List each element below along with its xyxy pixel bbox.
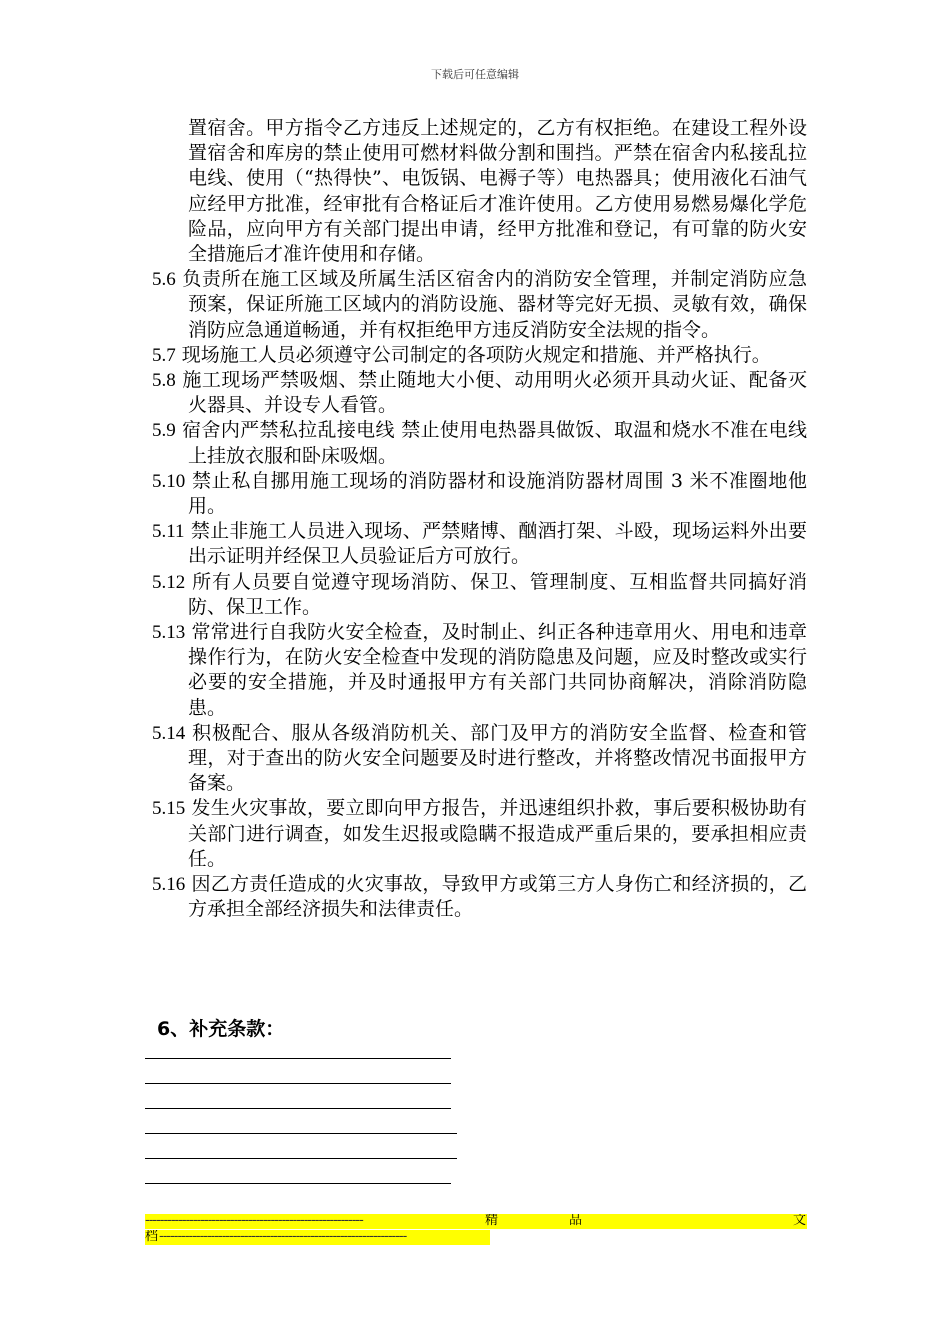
footer-word: 文 (793, 1214, 807, 1228)
footer-word: 精 (485, 1214, 499, 1228)
paragraph-5-7 (152, 343, 807, 368)
fill-in-line[interactable] (145, 1133, 457, 1134)
fill-in-line[interactable] (145, 1083, 451, 1084)
paragraph-5-11 (152, 519, 807, 569)
clause-number: 5.12 (152, 571, 186, 593)
paragraph-text: 禁止私自挪用施工现场的消防器材和设施消防器材周围 3 米不准圈地他用。 (188, 469, 807, 518)
paragraph-5-6 (152, 267, 807, 343)
footer-dashes: ------------------------------------------------------------------- (159, 1230, 407, 1244)
paragraph-text: 所有人员要自觉遵守现场消防、保卫、管理制度、互相监督共同搞好消防、保卫工作。 (188, 570, 807, 618)
clause-number: 5.11 (152, 521, 185, 543)
paragraph-5-5-continuation (152, 116, 807, 267)
clause-number: 5.13 (152, 622, 186, 644)
paragraph-text: 因乙方责任造成的火灾事故，导致甲方或第三方人身伤亡和经济损的，乙方承担全部经济损失和法律责任。 (188, 873, 807, 921)
paragraph-text: 积极配合、服从各级消防机关、部门及甲方的消防安全监督、检查和管理，对于查出的防火安全问题要及时进行整改，并将整改情况书面报甲方备案。 (188, 721, 807, 795)
paragraph-5-12 (152, 570, 807, 620)
fill-in-line[interactable] (145, 1158, 457, 1159)
fill-in-line[interactable] (145, 1058, 451, 1059)
clause-number: 5.16 (152, 874, 186, 896)
clause-number: 5.7 (152, 344, 176, 366)
clause-number: 5.9 (152, 420, 176, 442)
paragraph-5-9 (152, 418, 807, 468)
clause-number: 5.15 (152, 798, 186, 820)
clause-number: 5.6 (152, 269, 176, 291)
section-6-title: 6、补充条款： (157, 1018, 285, 1040)
footer-watermark-row2 (145, 1230, 490, 1245)
paragraph-5-8 (152, 368, 807, 418)
page-header: 下载后可任意编辑 (431, 68, 519, 81)
paragraph-5-16 (152, 872, 807, 922)
clause-number: 5.14 (152, 722, 186, 744)
paragraph-text: 置宿舍。甲方指令乙方违反上述规定的，乙方有权拒绝。在建设工程外设置宿舍和库房的禁止使用可燃材料做分割和围挡。严禁在宿舍内私接乱拉电线、使用（“热得快”、电饭锅、电褥子等）电热器具；使用液化石油气应经甲方批准，经审批有合格证后才准许使用。乙方使用易燃易爆化学危险品，应向甲方有关部门提出申请，经甲方批准和登记，有可靠的防火安全措施后才准许使用和存储。 (188, 117, 807, 266)
footer-word: 档 (145, 1230, 159, 1244)
document-body (152, 116, 807, 923)
paragraph-text: 负责所在施工区域及所属生活区宿舍内的消防安全管理，并制定消防应急预案，保证所施工区域内的消防设施、器材等完好无损、灵敏有效，确保消防应急通道畅通，并有权拒绝甲方违反消防安全法规的指令。 (182, 268, 807, 341)
paragraph-text: 宿舍内严禁私拉乱接电线 禁止使用电热器具做饭、取温和烧水不准在电线上挂放衣服和卧床吸烟。 (182, 419, 808, 467)
footer-dashes: ----------------------------------------------------------- (145, 1214, 363, 1228)
paragraph-5-15 (152, 796, 807, 872)
clause-number: 5.8 (152, 370, 176, 392)
footer-watermark-row1 (145, 1214, 807, 1229)
paragraph-text: 禁止非施工人员进入现场、严禁赌博、酗酒打架、斗殴，现场运料外出要出示证明并经保卫人员验证后方可放行。 (188, 520, 807, 568)
paragraph-text: 现场施工人员必须遵守公司制定的各项防火规定和措施、并严格执行。 (181, 343, 771, 366)
clause-number: 5.10 (152, 470, 186, 492)
paragraph-5-10 (152, 469, 807, 519)
paragraph-5-14 (152, 721, 807, 797)
footer-word: 品 (569, 1214, 583, 1228)
paragraph-text: 施工现场严禁吸烟、禁止随地大小便、动用明火必须开具动火证、配备灭火器具、并设专人看管。 (182, 369, 807, 417)
paragraph-5-13 (152, 620, 807, 721)
paragraph-text: 常常进行自我防火安全检查，及时制止、纠正各种违章用火、用电和违章操作行为，在防火安全检查中发现的消防隐患及问题，应及时整改或实行必要的安全措施，并及时通报甲方有关部门共同协商解决，消除消防隐患。 (188, 621, 807, 719)
fill-in-line[interactable] (145, 1108, 451, 1109)
paragraph-text: 发生火灾事故，要立即向甲方报告，并迅速组织扑救，事后要积极协助有关部门进行调查，如发生迟报或隐瞒不报造成严重后果的，要承担相应责任。 (188, 797, 807, 870)
fill-in-line[interactable] (145, 1183, 451, 1184)
